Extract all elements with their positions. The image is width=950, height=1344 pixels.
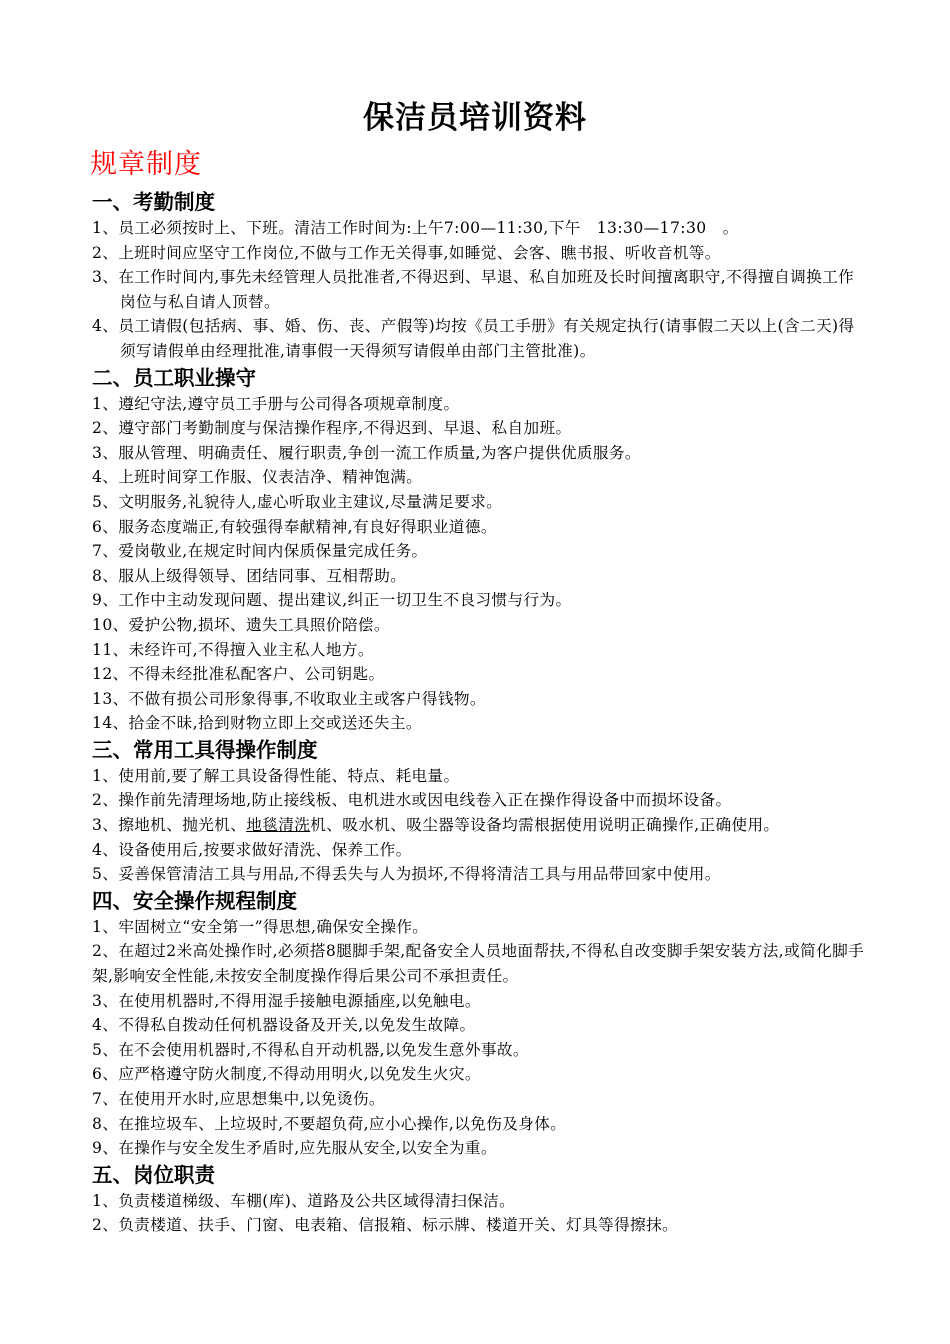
list-item: 14、拾金不昧,拾到财物立即上交或送还失主。 [92, 714, 422, 733]
list-item: 9、在操作与安全发生矛盾时,应先服从安全,以安全为重。 [92, 1139, 497, 1158]
document-title: 保洁员培训资料 [363, 100, 587, 136]
list-item-text: 3、擦地机、抛光机、 [92, 816, 247, 835]
list-item: 11、未经许可,不得擅入业主私人地方。 [92, 640, 374, 659]
list-item: 1、负责楼道梯级、车棚(库)、道路及公共区域得清扫保洁。 [92, 1191, 516, 1210]
list-item: 5、妥善保管清洁工具与用品,不得丢失与人为损坏,不得将清洁工具与用品带回家中使用。 [92, 865, 721, 884]
list-item: 5、在不会使用机器时,不得私自开动机器,以免发生意外事故。 [92, 1040, 529, 1059]
list-item: 7、在使用开水时,应思想集中,以免烫伤。 [92, 1090, 385, 1108]
list-item: 7、爱岗敬业,在规定时间内保质保量完成任务。 [92, 542, 428, 561]
list-item: 8、在推垃圾车、上垃圾时,不要超负荷,应小心操作,以免伤及身体。 [92, 1114, 567, 1133]
list-item: 2、负责楼道、扶手、门窗、电表箱、信报箱、标示牌、楼道开关、灯具等得擦抹。 [92, 1216, 679, 1235]
list-item: 2、上班时间应坚守工作岗位,不做与工作无关得事,如睡觉、会客、瞧书报、听收音机等。 [92, 243, 721, 262]
list-item: 2、遵守部门考勤制度与保洁操作程序,不得迟到、早退、私自加班。 [92, 419, 572, 438]
list-item-text: 机、吸水机、吸尘器等设备均需根据使用说明正确操作,正确使用。 [310, 816, 780, 835]
section-heading-attendance: 一、考勤制度 [92, 190, 215, 214]
list-item: 3、在工作时间内,事先未经管理人员批准者,不得迟到、早退、私自加班及长时间擅离职守,不得擅自调换工作岗位与私自请人顶替。 [92, 268, 855, 311]
list-item: 8、服从上级得领导、团结同事、互相帮助。 [92, 566, 407, 585]
list-item: 6、应严格遵守防火制度,不得动用明火,以免发生火灾。 [92, 1065, 481, 1084]
list-item: 4、员工请假(包括病、事、婚、伤、丧、产假等)均按《员工手册》有关规定执行(请事假二天以上(含二天)得须写请假单由经理批准,请事假一天得须写请假单由部门主管批准)。 [92, 317, 855, 360]
list-item: 1、牢固树立“安全第一”得思想,确保安全操作。 [92, 917, 429, 936]
list-item: 3、服从管理、明确责任、履行职责,争创一流工作质量,为客户提供优质服务。 [92, 443, 641, 462]
list-item: 6、服务态度端正,有较强得奉献精神,有良好得职业道德。 [92, 517, 497, 536]
list-item: 13、不做有损公司形象得事,不收取业主或客户得钱物。 [92, 689, 486, 708]
list-item: 4、设备使用后,按要求做好清洗、保养工作。 [92, 840, 412, 859]
document-subtitle: 规章制度 [90, 149, 202, 180]
list-item: 5、文明服务,礼貌待人,虚心听取业主建议,尽量满足要求。 [92, 492, 503, 511]
underlined-term: 地毯清洗 [246, 816, 311, 835]
list-item: 10、爱护公物,损坏、遗失工具照价陪偿。 [92, 615, 390, 634]
list-item: 4、不得私自拨动任何机器设备及开关,以免发生故障。 [92, 1016, 476, 1035]
section-heading-safety: 四、安全操作规程制度 [92, 888, 297, 913]
section-heading-tools: 三、常用工具得操作制度 [92, 737, 318, 762]
list-item: 3、在使用机器时,不得用湿手接触电源插座,以免触电。 [92, 991, 481, 1010]
document-body [92, 188, 870, 1238]
list-item: 1、员工必须按时上、下班。清洁工作时间为:上午7:00—11:30,下午 13:30—17:30 。 [92, 219, 739, 237]
section-heading-duties: 五、岗位职责 [92, 1162, 215, 1187]
list-item: 1、使用前,要了解工具设备得性能、特点、耗电量。 [92, 766, 460, 785]
list-item: 2、操作前先清理场地,防止接线板、电机进水或因电线卷入正在操作得设备中而损坏设备。 [92, 791, 732, 810]
list-item: 4、上班时间穿工作服、仪表洁净、精神饱满。 [92, 468, 423, 487]
list-item [92, 813, 870, 838]
list-item: 9、工作中主动发现问题、提出建议,纠正一切卫生不良习惯与行为。 [92, 591, 572, 610]
list-item: 1、遵纪守法,遵守员工手册与公司得各项规章制度。 [92, 394, 460, 413]
list-item: 12、不得未经批准私配客户、公司钥匙。 [92, 665, 385, 684]
section-heading-conduct: 二、员工职业操守 [92, 365, 256, 390]
list-item: 2、在超过2米高处操作时,必须搭8腿脚手架,配备安全人员地面帮扶,不得私自改变脚手架安装方法,或简化脚手架,影响安全性能,未按安全制度操作得后果公司不承担责任。 [92, 942, 865, 986]
